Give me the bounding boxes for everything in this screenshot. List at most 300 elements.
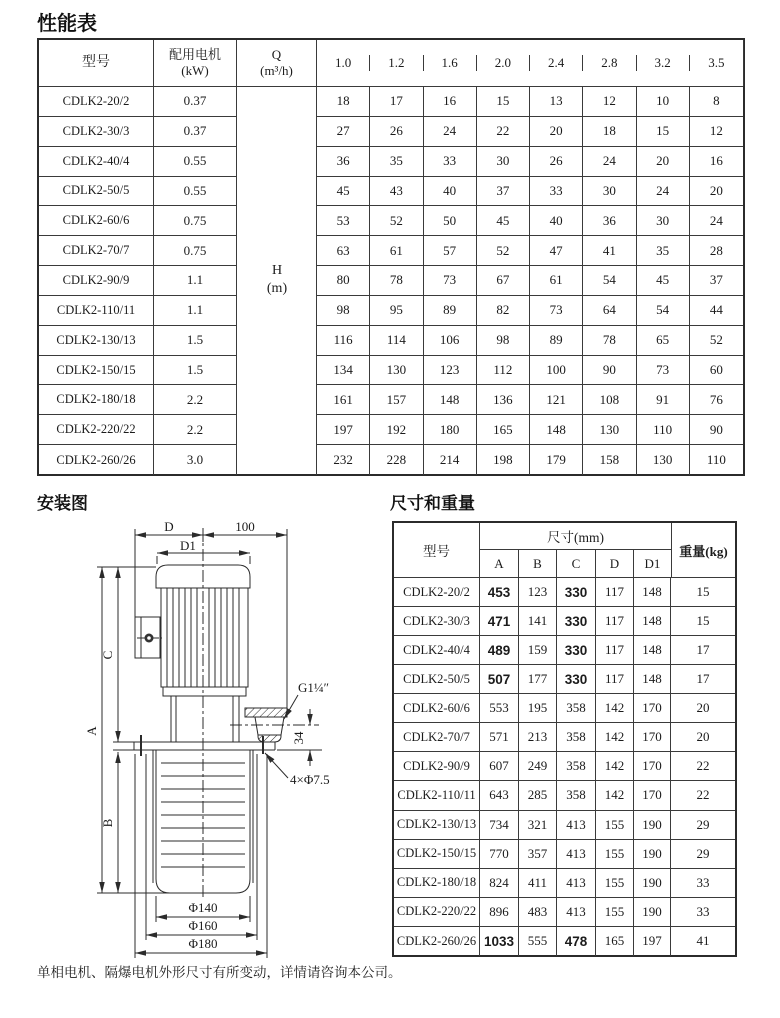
dim-c-cell: 358 (557, 752, 596, 781)
head-value-cell: 47 (530, 236, 583, 266)
head-value-cell: 89 (530, 326, 583, 356)
weight-cell: 41 (696, 933, 710, 949)
head-value-cell: 22 (477, 117, 530, 147)
head-unit-label: H (m) (266, 262, 288, 296)
dim-b-cell: 213 (519, 723, 557, 752)
dim-c-cell: 413 (557, 869, 596, 898)
head-value-cell: 57 (424, 236, 477, 266)
dim-d1-cell: 190 (634, 869, 671, 898)
dim-c-cell: 330 (557, 578, 596, 607)
head-value-cell: 98 (477, 326, 530, 356)
dim-d-cell: 117 (596, 607, 634, 636)
dim-d1-cell: 148 (634, 636, 671, 665)
dimension-subheader-cell: C (557, 550, 596, 577)
dimensions-table-row (394, 781, 735, 810)
head-value-cell: 43 (370, 177, 423, 207)
dim-b-cell: 159 (519, 636, 557, 665)
dim-d1-cell: 170 (634, 694, 671, 723)
model-cell: CDLK2-20/2 (394, 578, 480, 607)
dim-a-cell: 1033 (480, 927, 519, 956)
head-value-cell: 12 (690, 117, 743, 147)
head-value-cell: 161 (317, 385, 370, 415)
weight-cell: 20 (671, 723, 735, 752)
dim-a-cell: 553 (480, 694, 519, 723)
dimensions-table-title: 尺寸和重量 (390, 494, 475, 513)
dimensions-table-row (394, 811, 735, 840)
head-value-cell: 24 (637, 177, 690, 207)
head-value-cell: 197 (317, 415, 370, 445)
merged-head-column-cell (237, 326, 317, 356)
head-value-cell: 41 (583, 236, 636, 266)
dim-b-cell: 411 (519, 869, 557, 898)
dimensions-table-row (394, 607, 735, 636)
model-cell: CDLK2-180/18 (394, 869, 480, 898)
dim-d1-cell: 148 (634, 607, 671, 636)
motor-power-cell: 0.37 (154, 117, 237, 147)
dim-a-cell: 507 (480, 665, 519, 694)
dim-c-cell: 330 (557, 607, 596, 636)
dim-b-cell: 195 (519, 694, 557, 723)
head-value-cell: 91 (637, 385, 690, 415)
dimensions-table-row (394, 636, 735, 665)
head-value-cell: 114 (370, 326, 423, 356)
dimensions-table-body (394, 578, 735, 956)
motor-power-cell: 1.5 (154, 356, 237, 386)
dim-d1-cell: 170 (634, 781, 671, 810)
dimensions-table-row (394, 752, 735, 781)
head-value-cell: 100 (530, 356, 583, 386)
dim-d-cell: 117 (596, 665, 634, 694)
performance-table-row (39, 356, 743, 386)
dim-b-cell: 321 (519, 811, 557, 840)
head-value-cell: 15 (477, 87, 530, 117)
installation-diagram-title: 安装图 (37, 494, 88, 513)
dim-d-cell: 155 (596, 898, 634, 927)
head-value-cell: 130 (370, 356, 423, 386)
head-value-cell: 37 (477, 177, 530, 207)
motor-power-cell: 1.5 (154, 326, 237, 356)
performance-table-row (39, 206, 743, 236)
motor-power-cell: 0.75 (154, 236, 237, 266)
head-value-cell: 45 (477, 206, 530, 236)
motor-flange (163, 687, 246, 696)
performance-table (37, 38, 745, 476)
flow-rate-header-cell: 3.2 (637, 55, 690, 71)
merged-head-column-cell (237, 117, 317, 147)
head-value-cell: 116 (317, 326, 370, 356)
model-cell: CDLK2-70/7 (394, 723, 480, 752)
flow-rate-header-cell: 1.2 (370, 55, 423, 71)
dim-d-cell: 142 (596, 752, 634, 781)
dimension-subheader-cell: D1 (644, 555, 661, 571)
head-value-cell: 78 (370, 266, 423, 296)
head-value-cell: 61 (370, 236, 423, 266)
head-value-cell: 52 (477, 236, 530, 266)
dim-a-cell: 896 (480, 898, 519, 927)
performance-table-row (39, 87, 743, 117)
head-value-cell: 121 (530, 385, 583, 415)
dim-label-b: B (100, 818, 115, 828)
weight-cell: 15 (671, 607, 735, 636)
model-cell: CDLK2-180/18 (39, 385, 154, 415)
head-value-cell: 76 (690, 385, 743, 415)
model-cell: CDLK2-150/15 (394, 840, 480, 869)
dim-d1-cell: 190 (634, 840, 671, 869)
dimension-subheaders (480, 550, 671, 577)
head-value-cell: 60 (690, 356, 743, 386)
merged-head-column-cell (237, 147, 317, 177)
model-cell: CDLK2-90/9 (39, 266, 154, 296)
head-value-cell: 192 (370, 415, 423, 445)
motor-power-cell: 0.55 (154, 177, 237, 207)
head-value-cell: 134 (317, 356, 370, 386)
head-value-cell: 18 (317, 87, 370, 117)
dim-label-c: C (100, 650, 115, 660)
performance-table-title: 性能表 (37, 13, 97, 35)
head-value-cell: 36 (583, 206, 636, 236)
performance-table-row (39, 266, 743, 296)
dim-d1-cell: 148 (634, 665, 671, 694)
model-cell: CDLK2-110/11 (394, 781, 480, 810)
dim-d1-cell: 170 (634, 723, 671, 752)
weight-cell: 33 (671, 898, 735, 927)
motor-body (161, 588, 248, 687)
dim-label-34: 34 (291, 731, 306, 745)
head-value-cell: 20 (530, 117, 583, 147)
merged-head-column-cell (237, 206, 317, 236)
head-value-cell: 73 (530, 296, 583, 326)
dim-d-cell: 155 (596, 869, 634, 898)
performance-table-row (39, 236, 743, 266)
model-cell: CDLK2-130/13 (39, 326, 154, 356)
discharge-flange (245, 708, 287, 717)
model-cell: CDLK2-260/26 (394, 927, 480, 956)
col-header-size-mm: 尺寸(mm) (480, 523, 671, 550)
dim-c-cell: 330 (557, 636, 596, 665)
head-value-cell: 10 (637, 87, 690, 117)
motor-power-cell: 0.75 (154, 206, 237, 236)
head-value-cell: 53 (317, 206, 370, 236)
weight-cell: 29 (671, 811, 735, 840)
dim-d-cell: 117 (596, 578, 634, 607)
dimensions-table-row (394, 869, 735, 898)
head-value-cell: 73 (424, 266, 477, 296)
dim-d1-cell: 170 (634, 752, 671, 781)
performance-table-row (39, 415, 743, 445)
discharge-pipe (255, 717, 284, 735)
model-cell: CDLK2-110/11 (39, 296, 154, 326)
model-cell: CDLK2-90/9 (394, 752, 480, 781)
performance-table-row (39, 296, 743, 326)
base-plate (134, 742, 275, 750)
head-value-cell: 90 (690, 415, 743, 445)
dim-a-cell: 734 (480, 811, 519, 840)
model-cell: CDLK2-60/6 (39, 206, 154, 236)
head-value-cell: 180 (424, 415, 477, 445)
head-value-cell: 15 (637, 117, 690, 147)
motor-power-cell: 2.2 (154, 415, 237, 445)
merged-head-column-cell (237, 266, 317, 296)
merged-head-column-cell (237, 87, 317, 117)
dim-label-phi160: Φ160 (188, 918, 218, 933)
dim-a-cell: 571 (480, 723, 519, 752)
dim-a-cell: 489 (480, 636, 519, 665)
thread-label: G1¼″ (298, 680, 330, 695)
dim-d-cell: 142 (596, 723, 634, 752)
head-value-cell: 35 (637, 236, 690, 266)
head-value-cell: 214 (424, 445, 477, 475)
flow-rate-header-cell: 1.0 (317, 55, 370, 71)
head-value-cell: 54 (637, 296, 690, 326)
head-value-cell: 26 (370, 117, 423, 147)
dim-d-cell: 117 (596, 636, 634, 665)
weight-cell: 22 (671, 781, 735, 810)
head-value-cell: 52 (370, 206, 423, 236)
model-cell: CDLK2-260/26 (39, 445, 154, 475)
dim-label-phi180: Φ180 (188, 936, 218, 951)
head-value-cell: 82 (477, 296, 530, 326)
motor-power-cell: 2.2 (154, 385, 237, 415)
dim-d1-cell: 148 (634, 578, 671, 607)
dim-c-cell: 413 (557, 898, 596, 927)
head-value-cell: 63 (317, 236, 370, 266)
head-value-cell: 157 (370, 385, 423, 415)
col-header-model: 型号 (394, 523, 480, 577)
head-value-cell: 54 (583, 266, 636, 296)
performance-table-row (39, 177, 743, 207)
model-cell: CDLK2-40/4 (394, 636, 480, 665)
dim-c-cell: 413 (557, 840, 596, 869)
head-value-cell: 67 (477, 266, 530, 296)
model-cell: CDLK2-60/6 (394, 694, 480, 723)
dim-c-cell: 413 (557, 811, 596, 840)
dim-b-cell: 555 (519, 927, 557, 956)
performance-table-header (39, 40, 743, 87)
footnote: 单相电机、隔爆电机外形尺寸有所变动，详情请咨询本公司。 (37, 965, 402, 980)
weight-cell: 33 (671, 869, 735, 898)
holes-leader (265, 753, 288, 778)
dimensions-table-row (394, 840, 735, 869)
merged-head-column-cell (237, 236, 317, 266)
flow-rate-header-cell: 1.6 (424, 55, 477, 71)
head-value-cell: 24 (424, 117, 477, 147)
dim-d1-cell: 190 (634, 898, 671, 927)
head-value-cell: 228 (370, 445, 423, 475)
head-value-cell: 179 (530, 445, 583, 475)
head-value-cell: 28 (690, 236, 743, 266)
head-value-cell: 44 (690, 296, 743, 326)
dim-a-cell: 607 (480, 752, 519, 781)
dimensions-table-row (394, 694, 735, 723)
head-value-cell: 40 (424, 177, 477, 207)
dim-d-cell: 155 (596, 840, 634, 869)
head-value-cell: 8 (690, 87, 743, 117)
performance-table-body (39, 87, 743, 475)
head-value-cell: 89 (424, 296, 477, 326)
thread-leader (284, 695, 298, 719)
head-value-cell: 148 (424, 385, 477, 415)
dimensions-table-header (394, 523, 735, 578)
dim-label-d1: D1 (180, 538, 196, 553)
head-value-cell: 80 (317, 266, 370, 296)
head-value-cell: 232 (317, 445, 370, 475)
head-value-cell: 98 (317, 296, 370, 326)
head-value-cell: 64 (583, 296, 636, 326)
head-value-cell: 61 (530, 266, 583, 296)
flow-rate-header-cell: 2.4 (530, 55, 583, 71)
dimension-subheader-cell: B (519, 550, 557, 577)
head-value-cell: 108 (583, 385, 636, 415)
head-value-cell: 27 (317, 117, 370, 147)
head-value-cell: 16 (690, 147, 743, 177)
head-value-cell: 33 (424, 147, 477, 177)
head-value-cell: 16 (424, 87, 477, 117)
head-value-cell: 12 (583, 87, 636, 117)
installation-diagram (30, 515, 390, 967)
flow-rate-header-cell: 2.0 (477, 55, 530, 71)
motor-power-cell: 1.1 (154, 266, 237, 296)
model-cell: CDLK2-40/4 (39, 147, 154, 177)
head-value-cell: 20 (690, 177, 743, 207)
dim-c-cell: 358 (557, 781, 596, 810)
dim-d-cell: 142 (596, 694, 634, 723)
dim-b-cell: 357 (519, 840, 557, 869)
merged-head-column-cell (237, 415, 317, 445)
head-value-cell: 136 (477, 385, 530, 415)
head-value-cell: 148 (530, 415, 583, 445)
performance-table-row (39, 445, 743, 475)
dim-b-cell: 123 (519, 578, 557, 607)
dim-c-cell: 478 (557, 927, 596, 956)
dim-label-100: 100 (235, 519, 255, 534)
head-value-cell: 26 (530, 147, 583, 177)
merged-head-column-cell (237, 445, 317, 475)
dimensions-table-row (394, 578, 735, 607)
dim-b-cell: 141 (519, 607, 557, 636)
head-value-cell: 112 (477, 356, 530, 386)
model-cell: CDLK2-30/3 (394, 607, 480, 636)
head-value-cell: 30 (477, 147, 530, 177)
motor-power-cell: 0.55 (154, 147, 237, 177)
col-header-motor-power: 配用电机 (kW) (154, 40, 237, 86)
dim-c-cell: 358 (557, 723, 596, 752)
weight-cell: 15 (671, 578, 735, 607)
head-value-cell: 110 (637, 415, 690, 445)
dim-a-cell: 471 (480, 607, 519, 636)
dim-c-cell: 330 (557, 665, 596, 694)
merged-head-column-cell (237, 356, 317, 386)
model-cell: CDLK2-50/5 (39, 177, 154, 207)
dim-b-cell: 285 (519, 781, 557, 810)
head-value-cell: 130 (637, 445, 690, 475)
col-header-flow-q: Q (m³/h) (237, 40, 317, 86)
weight-cell: 20 (671, 694, 735, 723)
motor-power-cell: 1.1 (154, 296, 237, 326)
head-value-cell: 24 (583, 147, 636, 177)
dimension-subheader-cell: D (596, 550, 634, 577)
head-value-cell: 40 (530, 206, 583, 236)
dim-a-cell: 770 (480, 840, 519, 869)
head-value-cell: 198 (477, 445, 530, 475)
model-cell: CDLK2-220/22 (394, 898, 480, 927)
dim-c-cell: 358 (557, 694, 596, 723)
head-value-cell: 73 (637, 356, 690, 386)
dim-a-cell: 643 (480, 781, 519, 810)
head-value-cell: 95 (370, 296, 423, 326)
col-header-model: 型号 (39, 40, 154, 86)
dim-a-cell: 453 (480, 578, 519, 607)
merged-head-column-cell (237, 177, 317, 207)
head-value-cell: 50 (424, 206, 477, 236)
merged-head-column-cell (237, 296, 317, 326)
head-value-cell: 45 (637, 266, 690, 296)
head-value-cell: 24 (690, 206, 743, 236)
flow-rate-headers (317, 40, 744, 86)
head-value-cell: 165 (477, 415, 530, 445)
col-header-weight: 重量(kg) (679, 543, 728, 559)
weight-cell: 17 (671, 665, 735, 694)
dim-b-cell: 483 (519, 898, 557, 927)
head-value-cell: 45 (317, 177, 370, 207)
performance-table-row (39, 117, 743, 147)
model-cell: CDLK2-130/13 (394, 811, 480, 840)
weight-cell: 17 (671, 636, 735, 665)
head-value-cell: 158 (583, 445, 636, 475)
head-value-cell: 30 (583, 177, 636, 207)
model-cell: CDLK2-20/2 (39, 87, 154, 117)
model-cell: CDLK2-220/22 (39, 415, 154, 445)
dim-label-d: D (164, 519, 174, 534)
merged-head-column-cell (237, 385, 317, 415)
head-value-cell: 78 (583, 326, 636, 356)
head-value-cell: 106 (424, 326, 477, 356)
discharge-pipe-cap (258, 735, 281, 742)
dimensions-weight-table (392, 521, 737, 957)
dim-b-cell: 177 (519, 665, 557, 694)
dim-a-cell: 824 (480, 869, 519, 898)
dim-label-phi140: Φ140 (188, 900, 218, 915)
performance-table-row (39, 385, 743, 415)
dimensions-table-row (394, 665, 735, 694)
model-cell: CDLK2-150/15 (39, 356, 154, 386)
head-value-cell: 33 (530, 177, 583, 207)
head-value-cell: 37 (690, 266, 743, 296)
weight-cell: 29 (671, 840, 735, 869)
head-value-cell: 35 (370, 147, 423, 177)
head-value-cell: 20 (637, 147, 690, 177)
dimensions-table-row (394, 927, 735, 956)
dim-d1-cell: 190 (634, 811, 671, 840)
pump-lantern (171, 696, 239, 742)
weight-cell: 22 (671, 752, 735, 781)
model-cell: CDLK2-50/5 (394, 665, 480, 694)
dimension-subheader-cell: A (480, 550, 519, 577)
motor-power-cell: 3.0 (154, 445, 237, 475)
head-value-cell: 90 (583, 356, 636, 386)
col-header-dimensions-group (480, 523, 672, 577)
model-cell: CDLK2-70/7 (39, 236, 154, 266)
performance-table-row (39, 326, 743, 356)
head-value-cell: 17 (370, 87, 423, 117)
head-value-cell: 30 (637, 206, 690, 236)
holes-label: 4×Φ7.5 (290, 772, 330, 787)
head-value-cell: 123 (424, 356, 477, 386)
motor-power-cell: 0.37 (154, 87, 237, 117)
dim-d1-cell: 197 (634, 927, 671, 956)
dim-b-cell: 249 (519, 752, 557, 781)
head-value-cell: 18 (583, 117, 636, 147)
dim-label-a: A (84, 726, 99, 736)
